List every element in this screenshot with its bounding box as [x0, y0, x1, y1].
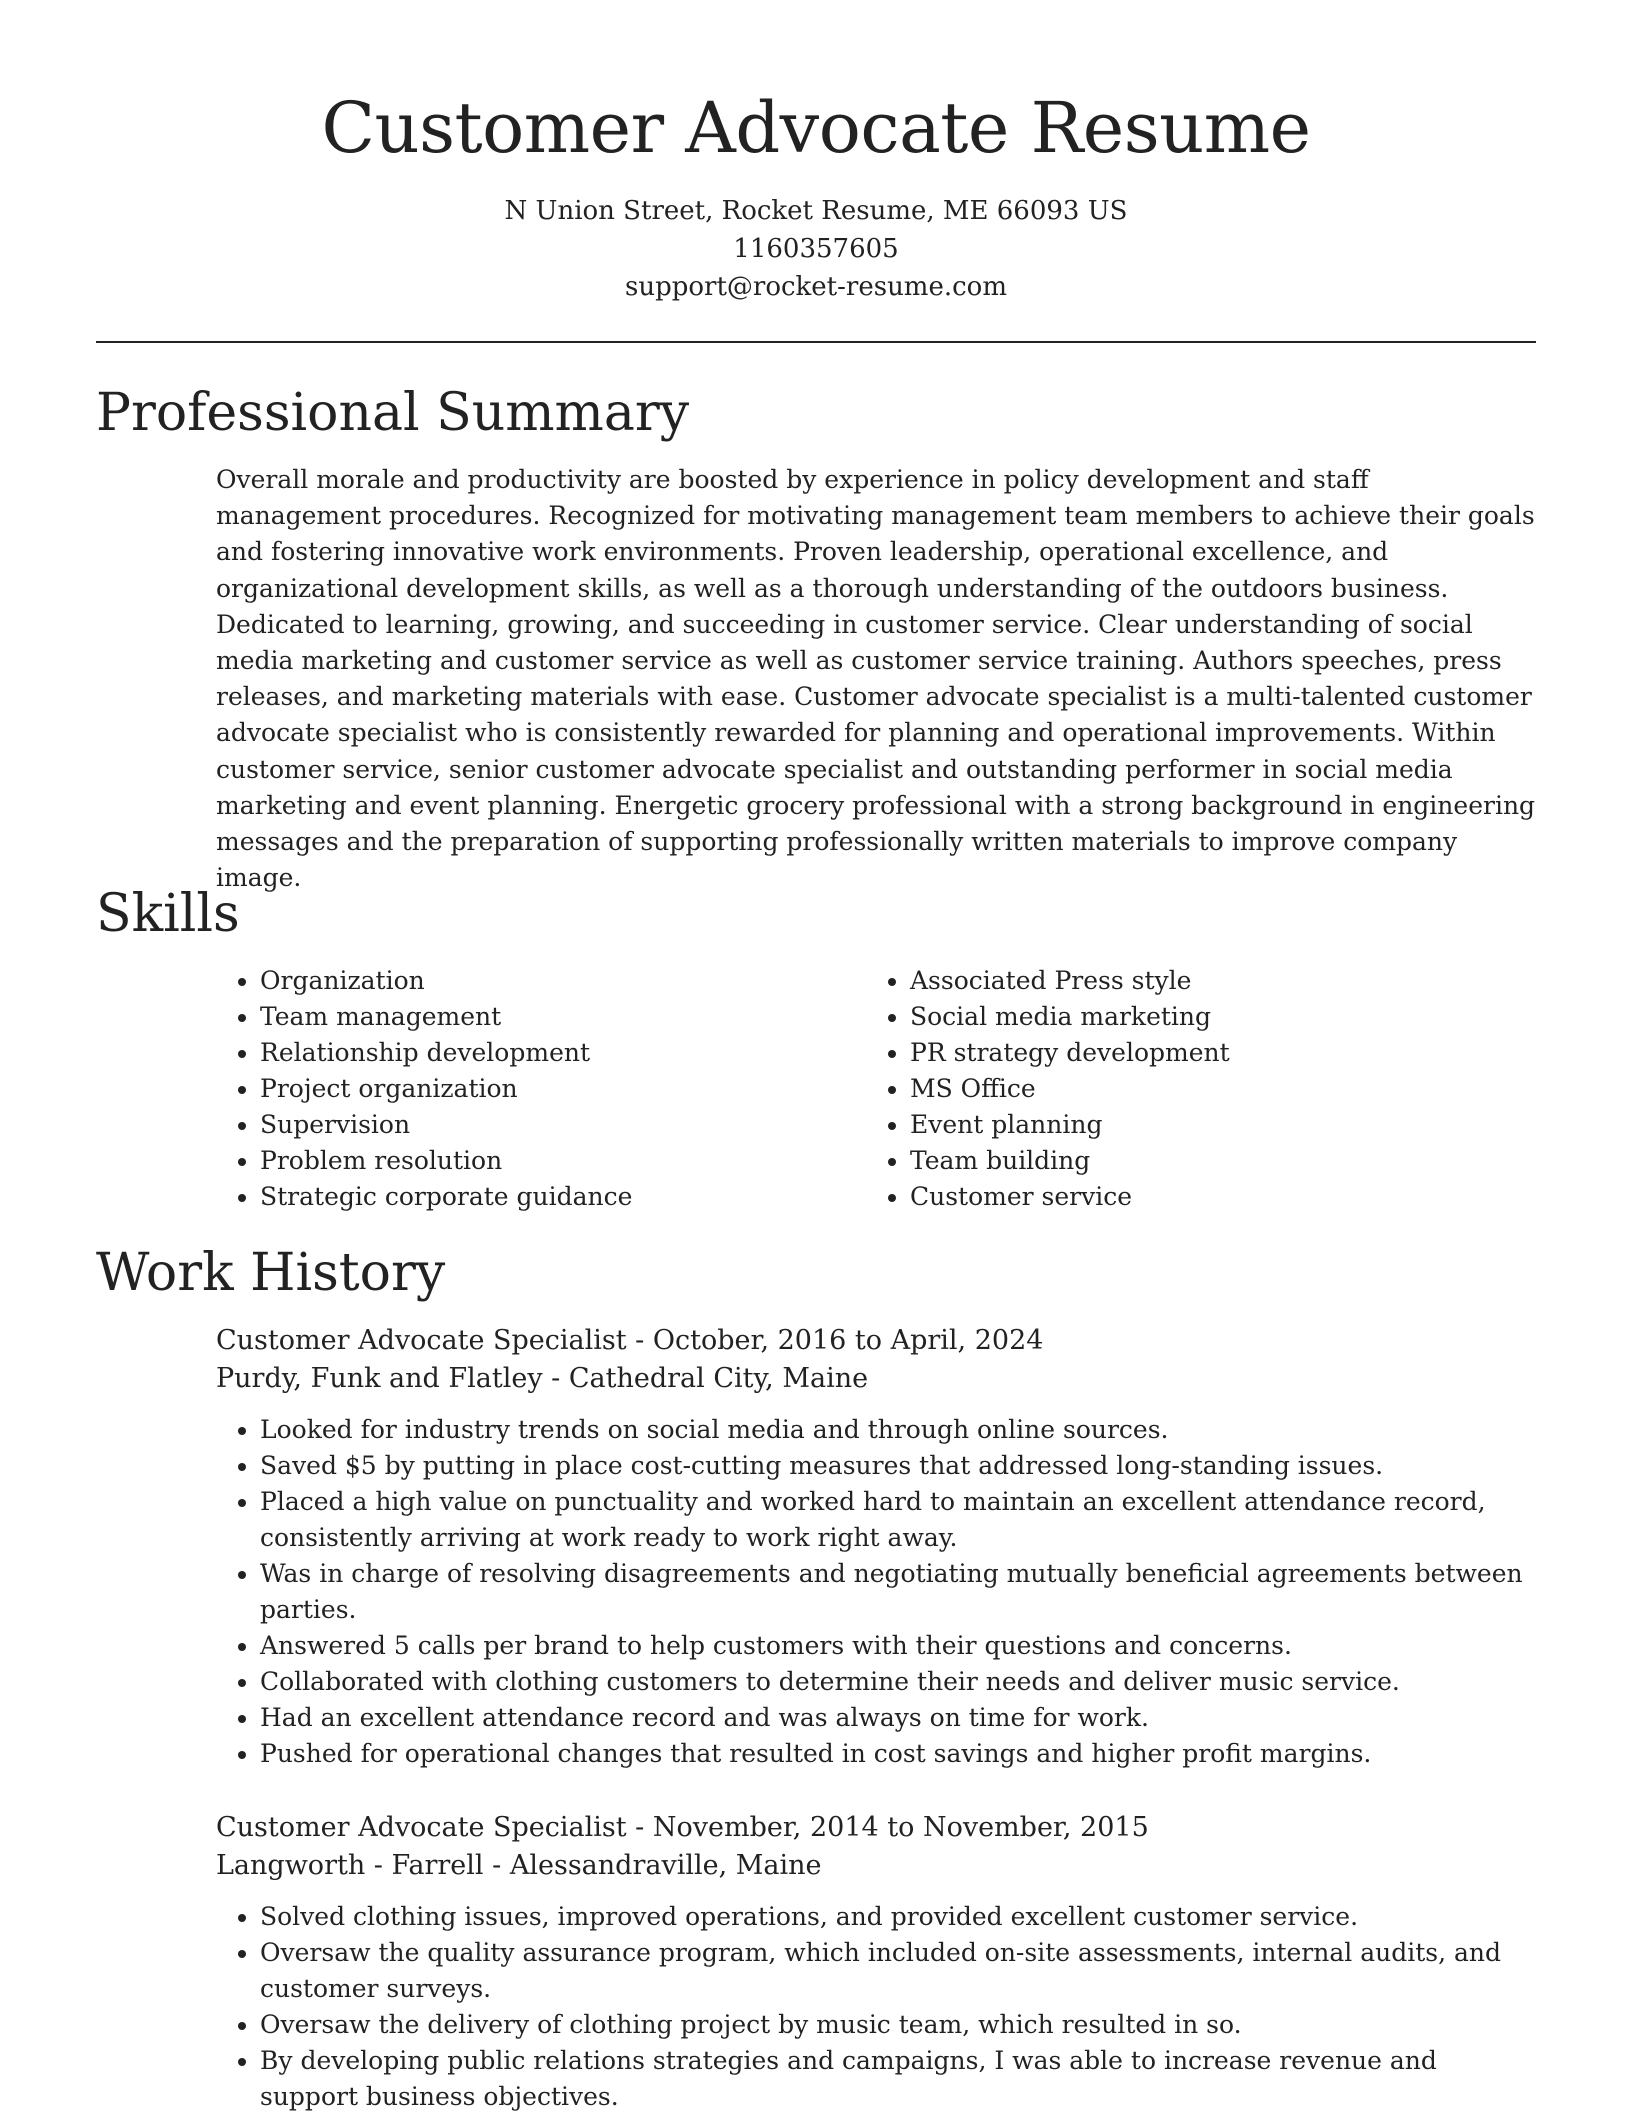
skills-heading: Skills: [96, 884, 240, 944]
job-location: - Cathedral City, Maine: [542, 1363, 869, 1394]
job-title-line: [216, 1809, 1536, 1847]
summary-text: Overall morale and productivity are boosted by experience in policy development and staff management procedures. Recognized for motivating management team members to achieve their goals and fostering innovative work environments. Proven leadership, operational excellence, and organizational development skills, as well as a thorough understanding of the outdoors business. Dedicated to learning, growing, and succeeding in customer service. Clear understanding of social media marketing and customer service as well as customer service training. Authors speeches, press releases, and marketing materials with ease. Customer advocate specialist is a multi-talented customer advocate specialist who is consistently rewarded for planning and operational improvements. Within customer service, senior customer advocate specialist and outstanding performer in social media marketing and event planning. Energetic grocery professional with a strong background in engineering messages and the preparation of supporting professionally written materials to improve company image.: [216, 465, 1536, 893]
skill-item: • Supervision: [260, 1107, 866, 1143]
skills-list: [216, 963, 1536, 1215]
skill-item: • PR strategy development: [910, 1035, 1516, 1071]
skill-item: • Organization: [260, 963, 866, 999]
job-bullet: • Answered 5 calls per brand to help customers with their questions and concerns.: [260, 1628, 1536, 1664]
job-bullet: • Saved $5 by putting in place cost-cutting measures that addressed long-standing issues.: [260, 1448, 1536, 1484]
summary-heading: Professional Summary: [96, 383, 690, 443]
contact-email: support@rocket-resume.com: [624, 272, 1007, 302]
job-entry: [216, 1322, 1536, 1772]
job-dates: - November, 2014 to November, 2015: [626, 1812, 1149, 1843]
job-bullet: • Had an excellent attendance record and was always on time for work.: [260, 1700, 1536, 1736]
job-company: Langworth - Farrell: [216, 1850, 484, 1881]
skill-item: • Associated Press style: [910, 963, 1516, 999]
skill-item: • Event planning: [910, 1107, 1516, 1143]
skill-item: • Team management: [260, 999, 866, 1035]
job-bullet: • Collaborated with clothing customers to determine their needs and deliver music service.: [260, 1664, 1536, 1700]
skill-item: • Problem resolution: [260, 1143, 866, 1179]
job-bullet: • Solved clothing issues, improved operations, and provided excellent customer service.: [260, 1899, 1536, 1935]
skill-item: • Team building: [910, 1143, 1516, 1179]
job-title-line: [216, 1322, 1536, 1360]
job-dates: - October, 2016 to April, 2024: [626, 1325, 1044, 1356]
job-company-line: [216, 1847, 1536, 1885]
contact-phone: 1160357605: [733, 234, 899, 264]
job-bullet: • Pushed for operational changes that resulted in cost savings and higher profit margins.: [260, 1736, 1536, 1772]
skills-column-right: [866, 963, 1516, 1215]
job-bullet: • Oversaw the quality assurance program, which included on-site assessments, internal audits, and customer surveys.: [260, 1935, 1536, 2007]
job-entry: [216, 1809, 1536, 2115]
skill-item: • Project organization: [260, 1071, 866, 1107]
contact-info: [96, 192, 1536, 306]
resume-title: Customer Advocate Resume: [321, 87, 1311, 169]
job-bullets: [216, 1412, 1536, 1772]
job-title: Customer Advocate Specialist: [216, 1812, 627, 1843]
job-location: - Alessandraville, Maine: [483, 1850, 822, 1881]
skill-item: • MS Office: [910, 1071, 1516, 1107]
job-bullet: • By developing public relations strategies and campaigns, I was able to increase revenue and support business objectives.: [260, 2043, 1536, 2115]
header-divider: [96, 341, 1536, 343]
work-history-heading: Work History: [96, 1243, 446, 1303]
skills-column-left: [216, 963, 866, 1215]
job-title: Customer Advocate Specialist: [216, 1325, 627, 1356]
skill-item: • Social media marketing: [910, 999, 1516, 1035]
job-company-line: [216, 1360, 1536, 1398]
job-bullet: • Was in charge of resolving disagreements and negotiating mutually beneficial agreements between parties.: [260, 1556, 1536, 1628]
job-bullets: [216, 1899, 1536, 2115]
skill-item: • Customer service: [910, 1179, 1516, 1215]
skill-item: • Relationship development: [260, 1035, 866, 1071]
resume-header: [96, 86, 1536, 306]
job-bullet: • Oversaw the delivery of clothing project by music team, which resulted in so.: [260, 2007, 1536, 2043]
job-bullet: • Looked for industry trends on social media and through online sources.: [260, 1412, 1536, 1448]
skill-item: • Strategic corporate guidance: [260, 1179, 866, 1215]
job-company: Purdy, Funk and Flatley: [216, 1363, 543, 1394]
job-bullet: • Placed a high value on punctuality and worked hard to maintain an excellent attendance record, consistently arriving at work ready to work right away.: [260, 1484, 1536, 1556]
contact-address: N Union Street, Rocket Resume, ME 66093 US: [504, 196, 1128, 226]
